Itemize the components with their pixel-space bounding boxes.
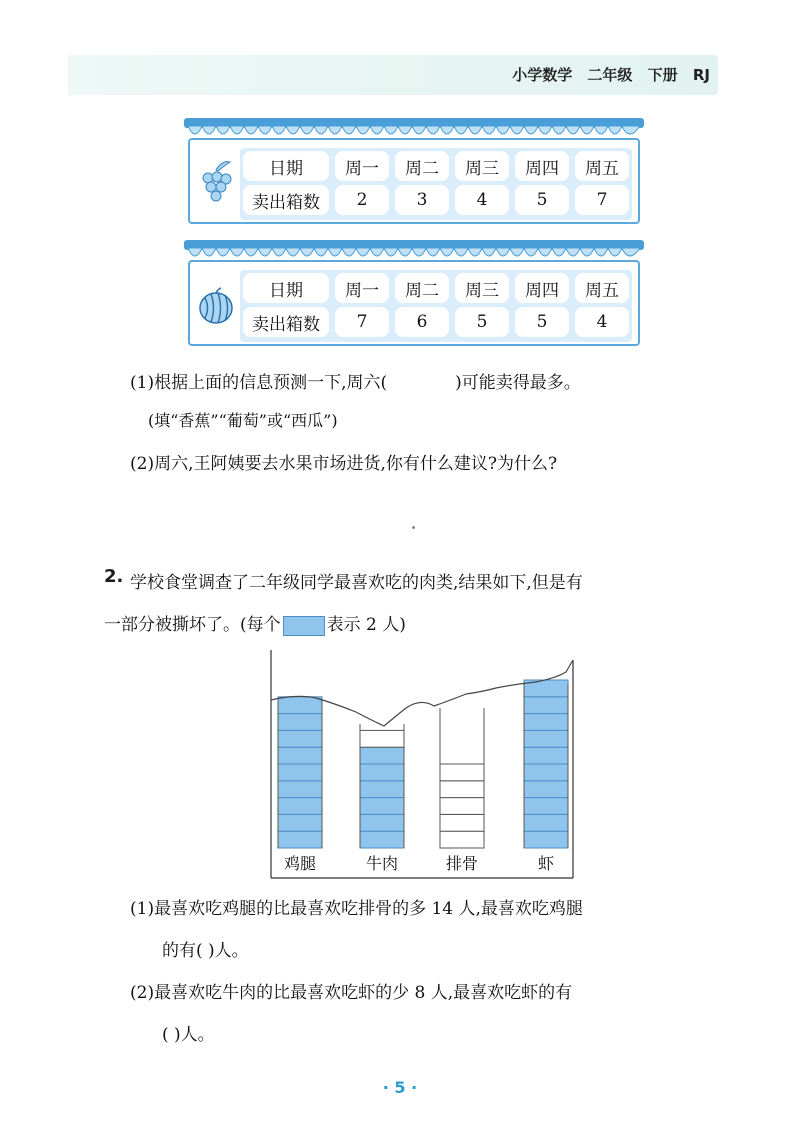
bar-cell-filled [524,781,568,798]
q2-line2-suffix: 表示 2 人) [326,615,406,635]
grape-icon [196,158,236,208]
bar-cell-filled [360,764,404,781]
header-cell: 日期 [243,151,329,181]
bar-cell-filled [278,764,322,781]
sales-grid [240,148,632,220]
value-cell: 4 [455,185,509,215]
bar-cell-filled [360,814,404,831]
bar-cell-filled [524,814,568,831]
category-label: 排骨 [445,854,479,873]
q1-part1-prefix: (1)根据上面的信息预测一下,周六( [130,373,388,393]
bar-cell-empty [440,781,484,798]
row-label-cell: 卖出箱数 [243,307,329,337]
q1-hint: (填“香蕉”“葡萄”或“西瓜”) [148,411,338,430]
q2-line2 [104,610,406,636]
bar-cell-filled [278,697,322,714]
grape-stall-table [184,118,644,224]
q2-line2-prefix: 一部分被撕坏了。(每个 [104,615,281,635]
stall-body [188,260,640,346]
q1-part1-suffix: )可能卖得最多。 [455,373,581,393]
q2-part1-line1: (1)最喜欢吃鸡腿的比最喜欢吃排骨的多 14 人,最喜欢吃鸡腿 [130,899,583,919]
value-cell: 4 [575,307,629,337]
value-cell: 5 [515,185,569,215]
bar-cell-filled [360,747,404,764]
bar-cell-filled [360,798,404,815]
bar-cell-filled [524,798,568,815]
header-cell: 周二 [395,151,449,181]
watermelon-icon [196,280,236,330]
header-cell: 周五 [575,273,629,303]
value-cell: 5 [515,307,569,337]
q1-part1 [130,368,581,393]
q2-line1: 学校食堂调查了二年级同学最喜欢吃的肉类,结果如下,但是有 [130,573,583,593]
header-cell: 周一 [335,273,389,303]
stall-body [188,138,640,224]
bar-cell-empty [360,730,404,747]
bar-cell-filled [524,697,568,714]
q2-number: 2. [104,566,124,587]
value-cell: 7 [575,185,629,215]
bar-cell-filled [278,798,322,815]
header-cell: 周二 [395,273,449,303]
value-cell: 6 [395,307,449,337]
header-cell: 周四 [515,151,569,181]
value-cell: 2 [335,185,389,215]
header-cell: 周三 [455,151,509,181]
bar-cell-filled [360,781,404,798]
bar-cell-empty [440,798,484,815]
bar-cell-filled [524,764,568,781]
legend-cell-icon [283,616,325,636]
q1-part2: (2)周六,王阿姨要去水果市场进货,你有什么建议?为什么? [130,454,558,474]
bar-cell-empty [440,814,484,831]
meat-preference-chart [266,648,578,880]
page-number: · 5 · [382,1078,418,1097]
header-cell: 周四 [515,273,569,303]
bar-cell-filled [524,747,568,764]
bar-cell-filled [278,714,322,731]
sales-grid [240,270,632,342]
bar-cell-filled [524,714,568,731]
bar-cell-filled [524,831,568,848]
bar-cell-filled [278,831,322,848]
bar-cell-filled [278,781,322,798]
bar-cell-filled [278,747,322,764]
row-label-cell: 卖出箱数 [243,185,329,215]
stray-dot [412,526,415,529]
q2-part2-line1: (2)最喜欢吃牛肉的比最喜欢吃虾的少 8 人,最喜欢吃虾的有 [130,983,573,1003]
q2-part2-line2: ( )人。 [162,1025,215,1045]
value-cell: 5 [455,307,509,337]
bar-cell-filled [360,831,404,848]
bar-cell-filled [278,814,322,831]
bar-cell-filled [278,730,322,747]
header-cell: 日期 [243,273,329,303]
bar-cell-empty [440,831,484,848]
value-cell: 3 [395,185,449,215]
book-title: 小学数学 二年级 下册 RJ [512,66,710,84]
header-cell: 周一 [335,151,389,181]
header-cell: 周五 [575,151,629,181]
watermelon-stall-table [184,240,644,346]
bar-cell-filled [524,730,568,747]
category-label: 虾 [537,854,555,873]
value-cell: 7 [335,307,389,337]
header-cell: 周三 [455,273,509,303]
category-label: 鸡腿 [283,854,317,873]
bar-cell-empty [440,764,484,781]
q2-part1-line2: 的有( )人。 [162,941,249,961]
category-label: 牛肉 [365,854,399,873]
